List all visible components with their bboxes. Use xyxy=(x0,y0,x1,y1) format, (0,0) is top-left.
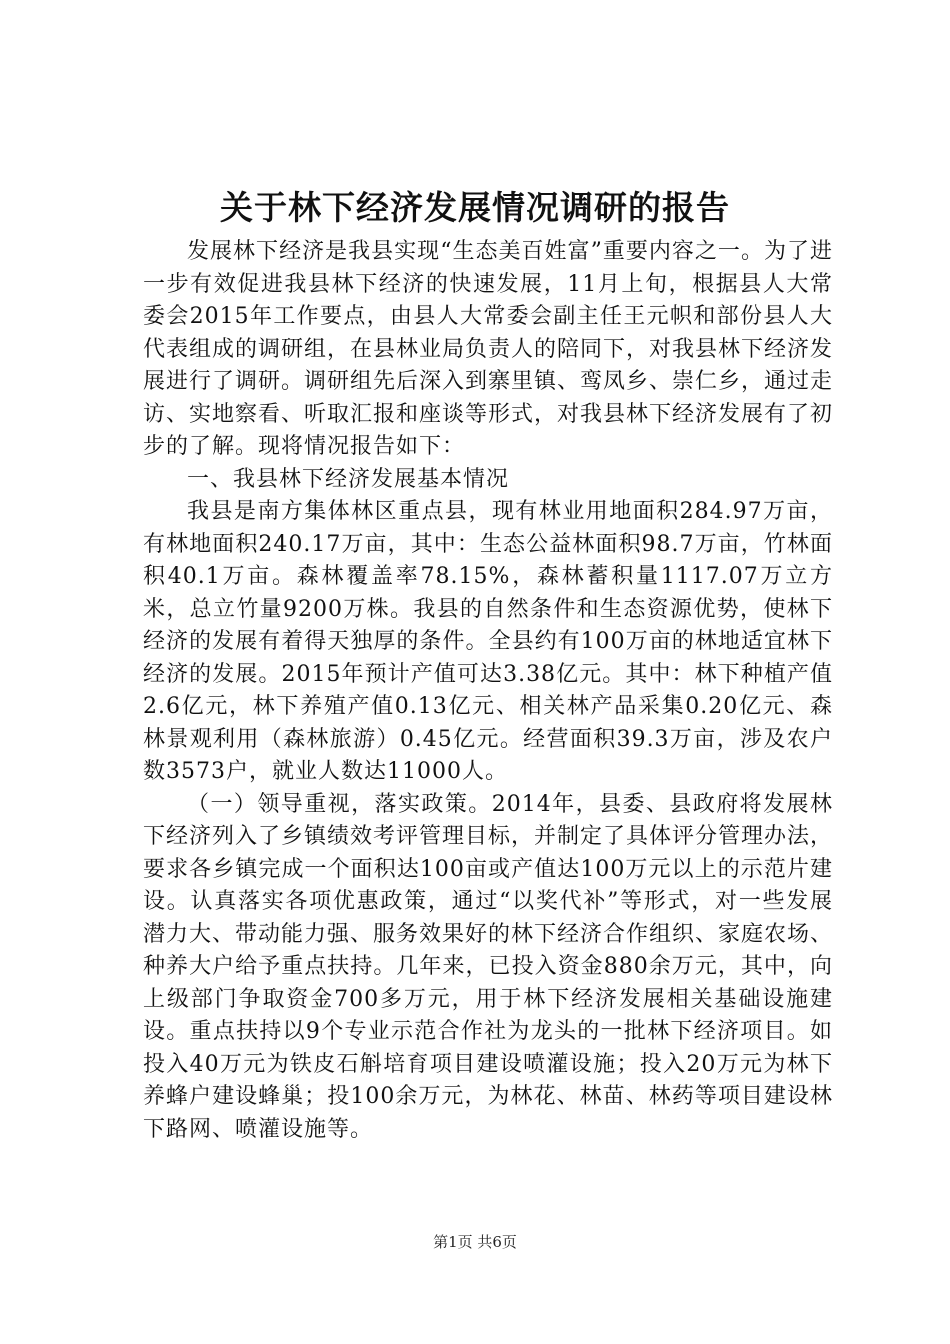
document-title: 关于林下经济发展情况调研的报告 xyxy=(220,188,730,227)
section-heading: 一、我县林下经济发展基本情况 xyxy=(187,466,510,492)
document-body xyxy=(143,236,833,1146)
page-footer: 第1页 共6页 xyxy=(433,1233,517,1251)
basic-situation-paragraph: 我县是南方集体林区重点县，现有林业用地面积284.97万亩，有林地面积240.17万亩，其中：生态公益林面积98.7万亩，竹林面积40.1万亩。森林覆盖率78.15%，森林蓄积量1117.07万立方米，总立竹量9200万株。我县的自然条件和生态资源优势，使林下经济的发展有着得天独厚的条件。全县约有100万亩的林地适宜林下经济的发展。2015年预计产值可达3.38亿元。其中：林下种植产值2.6亿元，林下养殖产值0.13亿元、相关林产品采集0.20亿元、森林景观利用（森林旅游）0.45亿元。经营面积39.3万亩，涉及农户数3573户，就业人数达11000人。 xyxy=(143,499,833,784)
leadership-policy-paragraph: （一）领导重视，落实政策。2014年，县委、县政府将发展林下经济列入了乡镇绩效考评管理目标，并制定了具体评分管理办法，要求各乡镇完成一个面积达100亩或产值达100万元以上的示范片建设。认真落实各项优惠政策，通过“以奖代补”等形式，对一些发展潜力大、带动能力强、服务效果好的林下经济合作组织、家庭农场、种养大户给予重点扶持。几年来，已投入资金880余万元，其中，向上级部门争取资金700多万元，用于林下经济发展相关基础设施建设。重点扶持以9个专业示范合作社为龙头的一批林下经济项目。如投入40万元为铁皮石斛培育项目建设喷灌设施；投入20万元为林下养蜂户建设蜂巢；投100余万元，为林花、林苗、林药等项目建设林下路网、喷灌设施等。 xyxy=(143,791,834,1142)
intro-paragraph: 发展林下经济是我县实现“生态美百姓富”重要内容之一。为了进一步有效促进我县林下经济的快速发展，11月上旬，根据县人大常委会2015年工作要点，由县人大常委会副主任王元帜和部份县人大代表组成的调研组，在县林业局负责人的陪同下，对我县林下经济发展进行了调研。调研组先后深入到寨里镇、鸾凤乡、崇仁乡，通过走访、实地察看、听取汇报和座谈等形式，对我县林下经济发展有了初步的了解。现将情况报告如下： xyxy=(143,239,834,459)
